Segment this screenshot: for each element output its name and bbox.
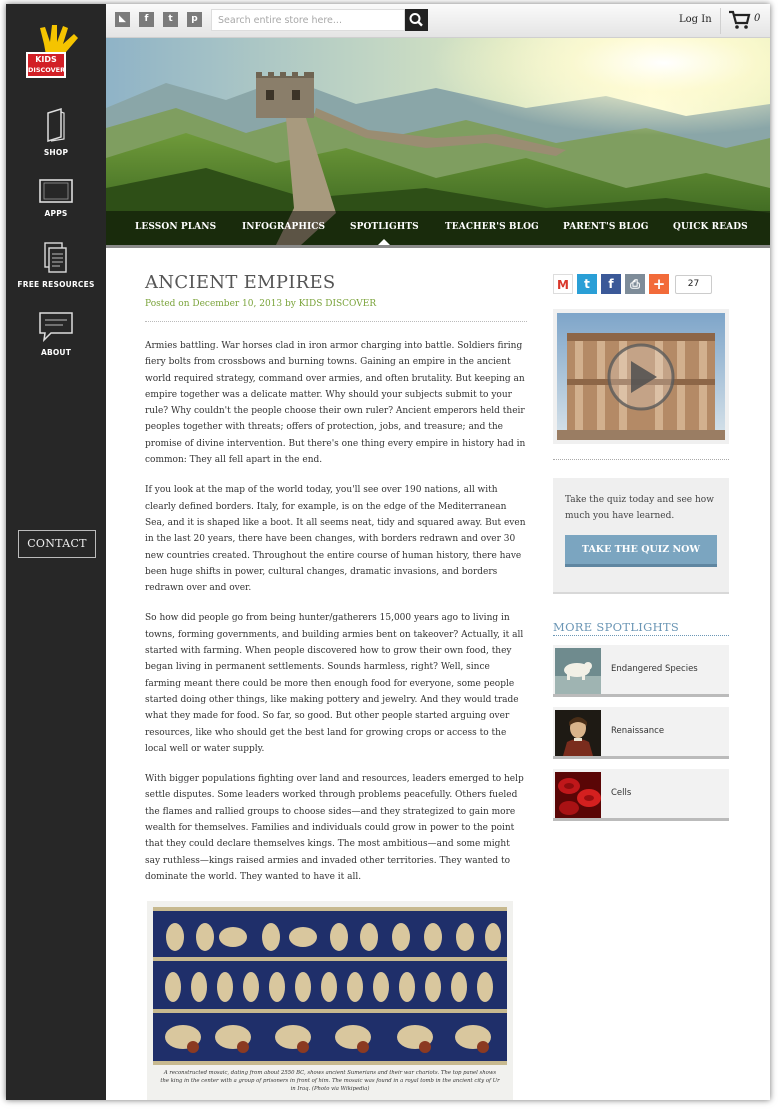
more-spotlights-heading: MORE SPOTLIGHTS xyxy=(553,620,680,634)
cart-button[interactable] xyxy=(728,10,764,32)
gmail-icon[interactable]: M xyxy=(553,274,573,294)
sidebar-item-shop[interactable] xyxy=(6,108,106,157)
article-paragraph-4: With bigger populations fighting over land and resources, leaders emerged to help settle disputes. Some leaders worked through problems peacefully. Others fueled the flames and rallied groups to choose sides—and they strategized to gain more wealth for themselves. Families and individuals could grow in power to the point that they could declare themselves kings. The most ambitious—and some might say ruthless—kings raised armies and invaded other territories. They wanted to dominate the world. They wanted to have it all. xyxy=(145,774,524,882)
logo-text-kids: KIDS xyxy=(35,55,57,64)
article-paragraph-3: So how did people go from being hunter/gatherers 15,000 years ago to living in towns, forming governments, and building armies bent on takeover? Actually, it all started with farming. When people discovered how to grow their own food, they began living in permanent settlements. Sounds harmless, right? Well, since farming meant there could be more then enough food for everyone, some people started doing other things, like making pottery and jewelry. And they would trade what they made for food. So far, so good. But other people started arguing over resources, like who should get the best land for growing crops or access to the local well or water supply. xyxy=(145,613,524,754)
search-icon xyxy=(405,9,428,31)
menu-item-lesson-plans[interactable]: LESSON PLANS xyxy=(135,222,217,232)
ruins-video-image xyxy=(557,313,725,440)
sumerian-mosaic-image xyxy=(153,907,507,1065)
spotlight-label: Cells xyxy=(611,788,632,798)
facebook-share-icon[interactable]: f xyxy=(601,274,621,294)
documents-icon xyxy=(44,242,68,274)
search-button[interactable] xyxy=(405,9,428,31)
plus-share-icon[interactable]: + xyxy=(649,274,669,294)
article-figure xyxy=(147,901,513,1100)
tablet-icon xyxy=(39,179,73,203)
article-title: ANCIENT EMPIRES xyxy=(145,272,336,293)
twitter-share-icon[interactable]: t xyxy=(577,274,597,294)
sidebar-label-about: ABOUT xyxy=(40,348,72,357)
cart-icon xyxy=(728,10,752,30)
sidebar-label-free-resources: FREE RESOURCES xyxy=(17,280,95,289)
print-icon[interactable]: ⎙ xyxy=(625,274,645,294)
page-frame xyxy=(6,4,770,1100)
sidebar-item-free-resources[interactable] xyxy=(6,242,106,289)
polar-bear-thumbnail xyxy=(555,648,601,694)
spotlight-item-renaissance[interactable] xyxy=(553,707,729,759)
article-paragraph-2: If you look at the map of the world today, you'll see over 190 nations, all with clearly defined borders. Italy, for example, is on the edge of the Mediterranean Sea, and it is shaped like a boot. It all seems neat, tidy and squared away. But even in the last 20 years, there have been changes, with borders redrawn and over 30 new countries created. Throughout the entire course of human history, there have been huge shifts in power, cultural changes, dramatic invasions, and borders redrawn over and over. xyxy=(145,485,526,594)
quiz-box xyxy=(553,478,729,594)
spotlight-item-endangered-species[interactable] xyxy=(553,645,729,697)
cart-count: 0 xyxy=(754,13,761,24)
renaissance-portrait-thumbnail xyxy=(555,710,601,756)
top-bar xyxy=(106,4,770,38)
search-input[interactable] xyxy=(211,9,405,31)
quiz-text: Take the quiz today and see how much you have learned. xyxy=(565,495,714,521)
topbar-divider xyxy=(720,8,721,34)
pinterest-icon[interactable]: p xyxy=(187,12,202,27)
sidebar-label-apps: APPS xyxy=(44,209,68,218)
hero-bottom-rule xyxy=(106,245,770,248)
article-divider xyxy=(145,321,527,322)
red-blood-cells-thumbnail xyxy=(555,772,601,818)
menu-item-parents-blog[interactable]: PARENT'S BLOG xyxy=(563,222,649,232)
take-quiz-button[interactable]: TAKE THE QUIZ NOW xyxy=(565,535,717,567)
left-sidebar xyxy=(6,4,106,1100)
main-menu xyxy=(106,211,770,245)
figure-caption: A reconstructed mosaic, dating from about 2550 BC, shows ancient Sumerians and their war chariots. The top panel shows the king in the center with a group of prisoners in front of him. The mosaic was found in a royal tomb in the ancient city of Ur in Iraq. (Photo via Wikipedia) xyxy=(160,1070,500,1093)
menu-item-quick-reads[interactable]: QUICK READS xyxy=(673,222,748,232)
kids-discover-logo[interactable] xyxy=(26,22,92,84)
menu-item-infographics[interactable]: INFOGRAPHICS xyxy=(242,222,326,232)
rss-icon[interactable]: ◣ xyxy=(115,12,130,27)
sidebar-item-apps[interactable] xyxy=(6,179,106,218)
sidebar-item-about[interactable] xyxy=(6,312,106,357)
menu-item-teachers-blog[interactable]: TEACHER'S BLOG xyxy=(445,222,539,232)
right-divider xyxy=(553,459,729,460)
facebook-icon[interactable]: f xyxy=(139,12,154,27)
more-spotlights-rule xyxy=(553,635,729,636)
spotlight-label: Endangered Species xyxy=(611,664,698,674)
hero-banner xyxy=(106,38,770,245)
spotlight-item-cells[interactable] xyxy=(553,769,729,821)
twitter-icon[interactable]: t xyxy=(163,12,178,27)
spotlight-label: Renaissance xyxy=(611,726,665,736)
article xyxy=(145,272,527,1100)
contact-button[interactable]: CONTACT xyxy=(18,530,96,558)
logo-badge xyxy=(26,52,66,78)
video-thumbnail[interactable] xyxy=(553,309,729,444)
speech-bubble-icon xyxy=(39,312,73,342)
menu-item-spotlights[interactable]: SPOTLIGHTS xyxy=(350,211,419,245)
logo-text-discover: DISCOVER xyxy=(28,66,66,74)
article-paragraph-1: Armies battling. War horses clad in iron armor charging into battle. Soldiers firing fiery bolts from crossbows and burning towns. Gaining an empire in the ancient world required strategy, command over armies, and often brutality. But keeping an empire together was a delicate matter. Why should your subjects submit to your rule? Why couldn't the people choose their own ruler? Ancient emperors held their peoples together with threats; offers of protection, jobs, and treasure; and the promise of divine intervention. But there's one thing every empire in history had in common: They all fell apart in the end. xyxy=(145,341,526,466)
book-icon xyxy=(45,108,67,142)
login-link[interactable]: Log In xyxy=(679,14,712,25)
sidebar-label-shop: SHOP xyxy=(43,148,69,157)
share-count: 27 xyxy=(675,275,712,294)
article-meta[interactable]: Posted on December 10, 2013 by KIDS DISCOVER xyxy=(145,299,377,309)
